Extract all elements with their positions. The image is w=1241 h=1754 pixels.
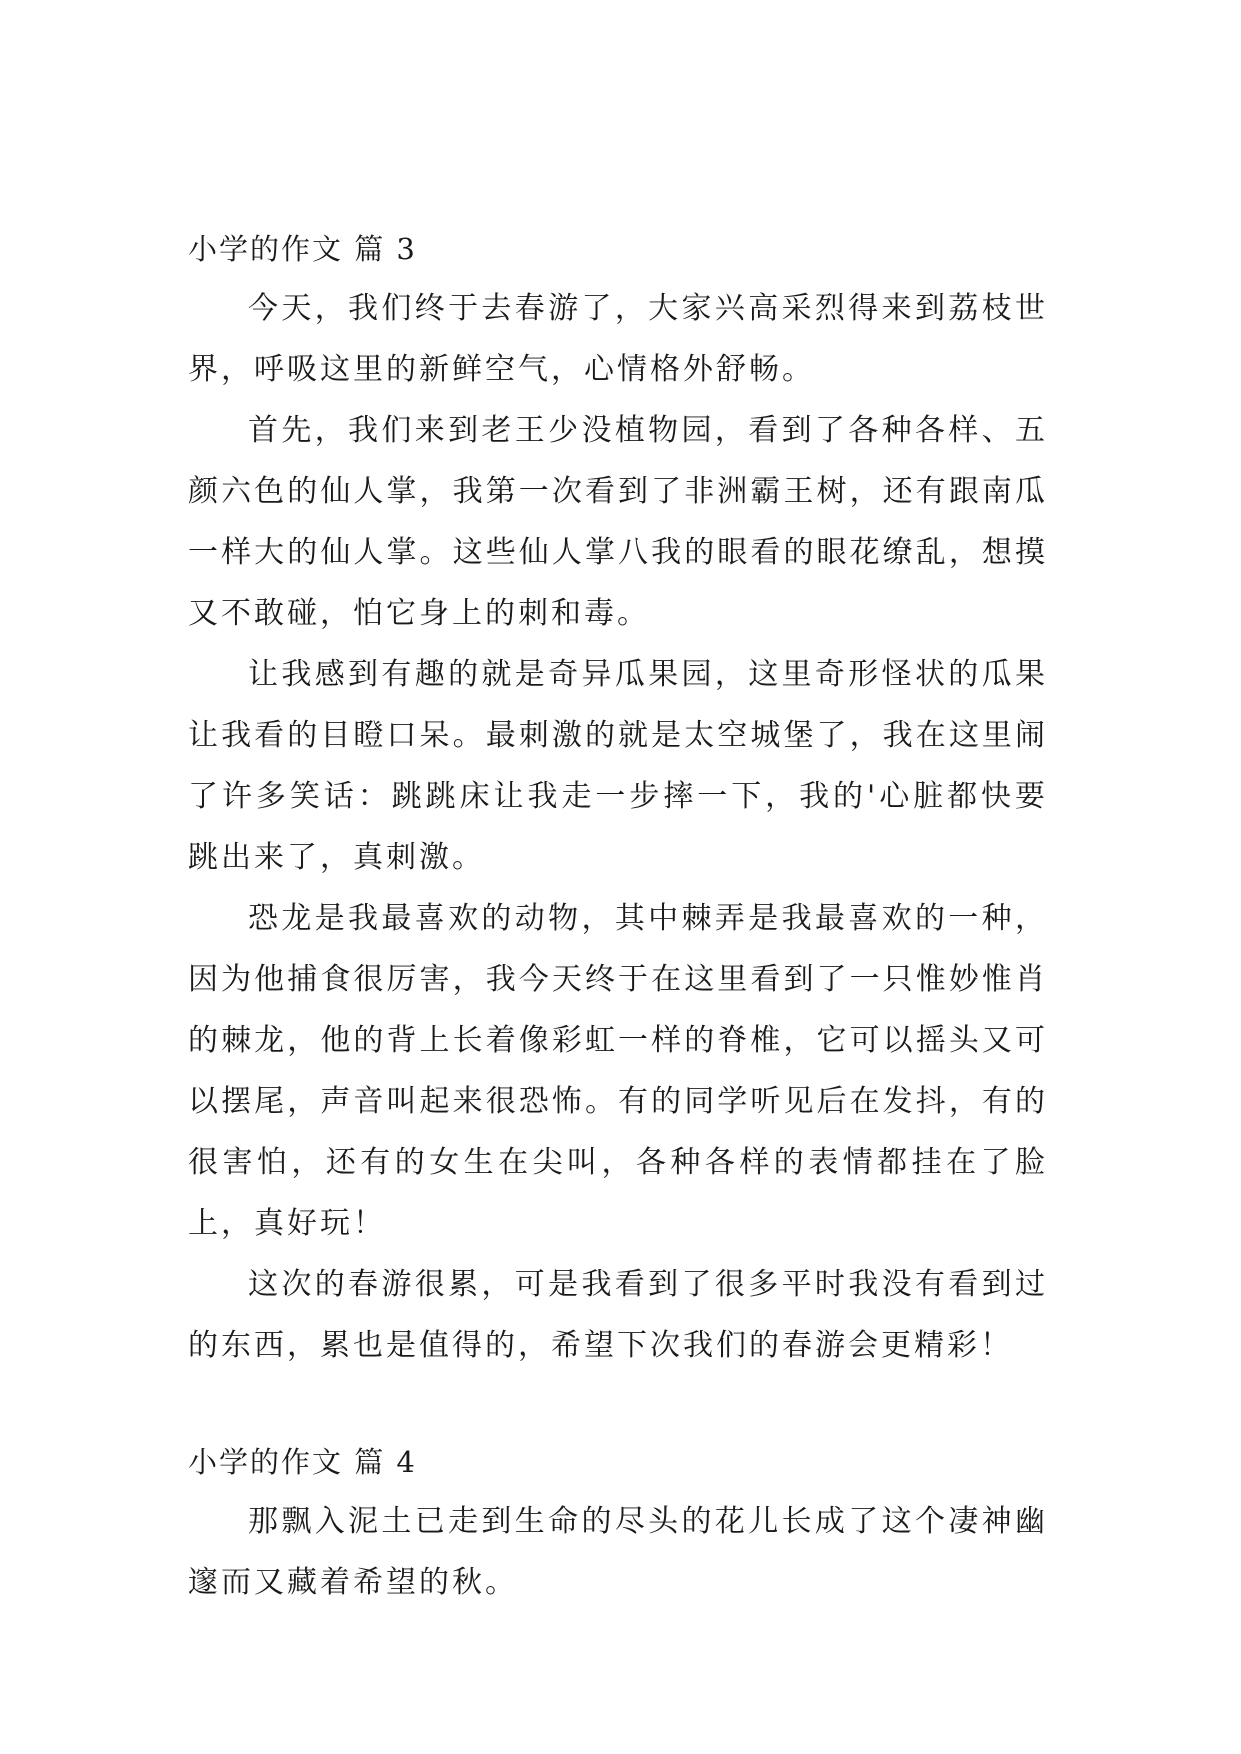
essay-title: 小学的作文 篇 4 xyxy=(188,1445,417,1479)
paragraph: 那飘入泥土已走到生命的尽头的花儿长成了这个凄神幽邃而又藏着希望的秋。 xyxy=(188,1504,1048,1600)
paragraph: 让我感到有趣的就是奇异瓜果园，这里奇形怪状的瓜果让我看的目瞪口呆。最刺激的就是太空城堡了，我在这里闹了许多笑话：跳跳床让我走一步摔一下，我的'心脏都快要跳出来了，真刺激。 xyxy=(188,657,1048,875)
paragraph: 首先，我们来到老王少没植物园，看到了各种各样、五颜六色的仙人掌，我第一次看到了非洲霸王树，还有跟南瓜一样大的仙人掌。这些仙人掌八我的眼看的眼花缭乱，想摸又不敢碰，怕它身上的刺和毒。 xyxy=(188,413,1048,631)
paragraph: 这次的春游很累，可是我看到了很多平时我没有看到过的东西，累也是值得的，希望下次我们的春游会更精彩！ xyxy=(188,1267,1048,1363)
paragraph: 今天，我们终于去春游了，大家兴高采烈得来到荔枝世界，呼吸这里的新鲜空气，心情格外舒畅。 xyxy=(188,291,1048,387)
essay-section-3 xyxy=(188,220,1048,1376)
document-page xyxy=(188,220,1048,1613)
paragraph: 恐龙是我最喜欢的动物，其中棘弄是我最喜欢的一种，因为他捕食很厉害，我今天终于在这里看到了一只惟妙惟肖的棘龙，他的背上长着像彩虹一样的脊椎，它可以摇头又可以摆尾，声音叫起来很恐怖。有的同学听见后在发抖，有的很害怕，还有的女生在尖叫，各种各样的表情都挂在了脸上，真好玩！ xyxy=(188,901,1048,1241)
essay-section-4 xyxy=(188,1433,1048,1613)
essay-title: 小学的作文 篇 3 xyxy=(188,232,417,266)
